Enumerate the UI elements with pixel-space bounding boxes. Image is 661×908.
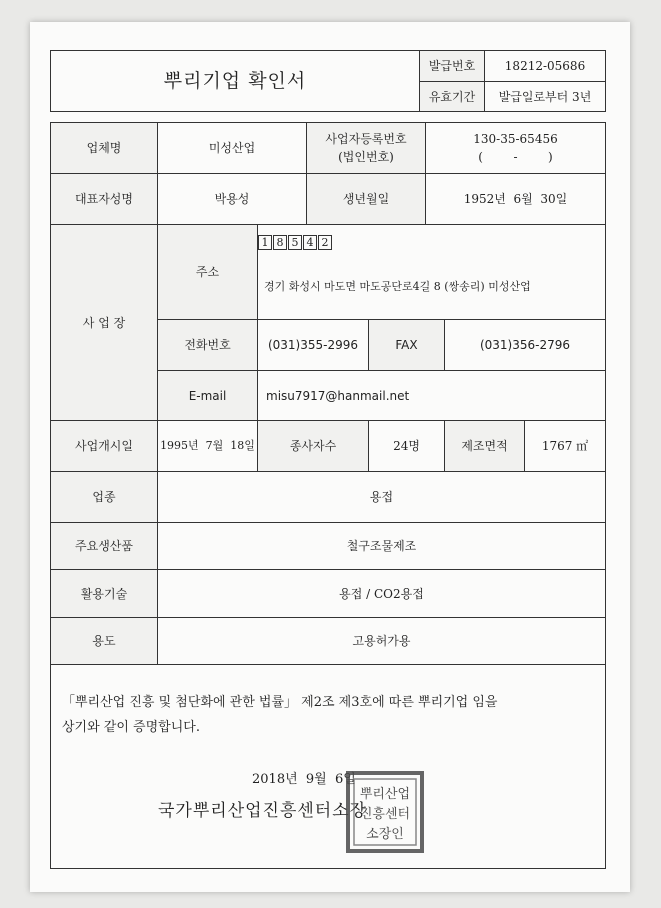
tech-label: 활용기술 bbox=[50, 569, 158, 618]
start-date-label: 사업개시일 bbox=[50, 420, 158, 472]
bizreg-label-line1: 사업자등록번호 bbox=[325, 132, 407, 146]
issuer-name: 국가뿌리산업진흥센터소장 bbox=[158, 801, 368, 821]
seal-text-line: 소장인 bbox=[366, 827, 404, 842]
zip-code-boxes bbox=[258, 235, 333, 250]
phone-value: (031)355-2996 bbox=[257, 319, 369, 371]
tech-value: 용접 / CO2용접 bbox=[157, 569, 606, 618]
zip-digit: 5 bbox=[288, 235, 302, 250]
address-label: 주소 bbox=[157, 224, 258, 320]
product-value: 철구조물제조 bbox=[157, 522, 606, 570]
employees-label: 종사자수 bbox=[257, 420, 369, 472]
email-value: misu7917@hanmail.net bbox=[257, 370, 606, 421]
employees-value: 24명 bbox=[368, 420, 445, 472]
area-label: 제조면적 bbox=[444, 420, 525, 472]
area-value: 1767 ㎡ bbox=[524, 420, 606, 472]
certificate-paper bbox=[30, 22, 630, 892]
industry-label: 업종 bbox=[50, 471, 158, 523]
industry-value: 용접 bbox=[157, 471, 606, 523]
bizreg-value bbox=[425, 122, 606, 174]
issue-date: 2018년 9월 6일 bbox=[252, 772, 356, 787]
email-label: E-mail bbox=[157, 370, 258, 421]
corp-number: ( - ) bbox=[478, 150, 553, 164]
zip-digit: 4 bbox=[303, 235, 317, 250]
statement-text bbox=[62, 690, 562, 740]
site-label: 사 업 장 bbox=[50, 224, 158, 421]
birth-label: 생년월일 bbox=[306, 173, 426, 225]
use-label: 용도 bbox=[50, 617, 158, 665]
bizreg-label-line2: (법인번호) bbox=[338, 150, 394, 164]
bizreg-label bbox=[306, 122, 426, 174]
official-seal bbox=[345, 770, 425, 854]
validity-label: 유효기간 bbox=[419, 81, 485, 112]
phone-label: 전화번호 bbox=[157, 319, 258, 371]
use-value: 고용허가용 bbox=[157, 617, 606, 665]
validity-value: 발급일로부터 3년 bbox=[484, 81, 606, 112]
start-date-value: 1995년 7월 18일 bbox=[157, 420, 258, 472]
issue-no-value: 18212-05686 bbox=[484, 50, 606, 82]
ceo-label: 대표자성명 bbox=[50, 173, 158, 225]
bizreg-number: 130-35-65456 bbox=[473, 132, 558, 146]
issue-no-label: 발급번호 bbox=[419, 50, 485, 82]
zip-digit: 8 bbox=[273, 235, 287, 250]
fax-value: (031)356-2796 bbox=[444, 319, 606, 371]
seal-text-line: 진흥센터 bbox=[359, 807, 411, 822]
statement-line-1: 「뿌리산업 진흥 및 첨단화에 관한 법률」 제2조 제3호에 따른 뿌리기업 임을 bbox=[62, 695, 498, 710]
product-label: 주요생산품 bbox=[50, 522, 158, 570]
document-title: 뿌리기업 확인서 bbox=[50, 50, 420, 112]
zip-digit: 1 bbox=[258, 235, 272, 250]
company-name-label: 업체명 bbox=[50, 122, 158, 174]
seal-text-line: 뿌리산업 bbox=[359, 787, 411, 802]
ceo-name: 박용성 bbox=[157, 173, 307, 225]
birth-value: 1952년 6월 30일 bbox=[425, 173, 606, 225]
statement-line-2: 상기와 같이 증명합니다. bbox=[62, 720, 200, 735]
address-text: 경기 화성시 마도면 마도공단로4길 8 (쌍송리) 미성산업 bbox=[264, 280, 531, 293]
company-name: 미성산업 bbox=[157, 122, 307, 174]
zip-digit: 2 bbox=[318, 235, 332, 250]
fax-label: FAX bbox=[368, 319, 445, 371]
